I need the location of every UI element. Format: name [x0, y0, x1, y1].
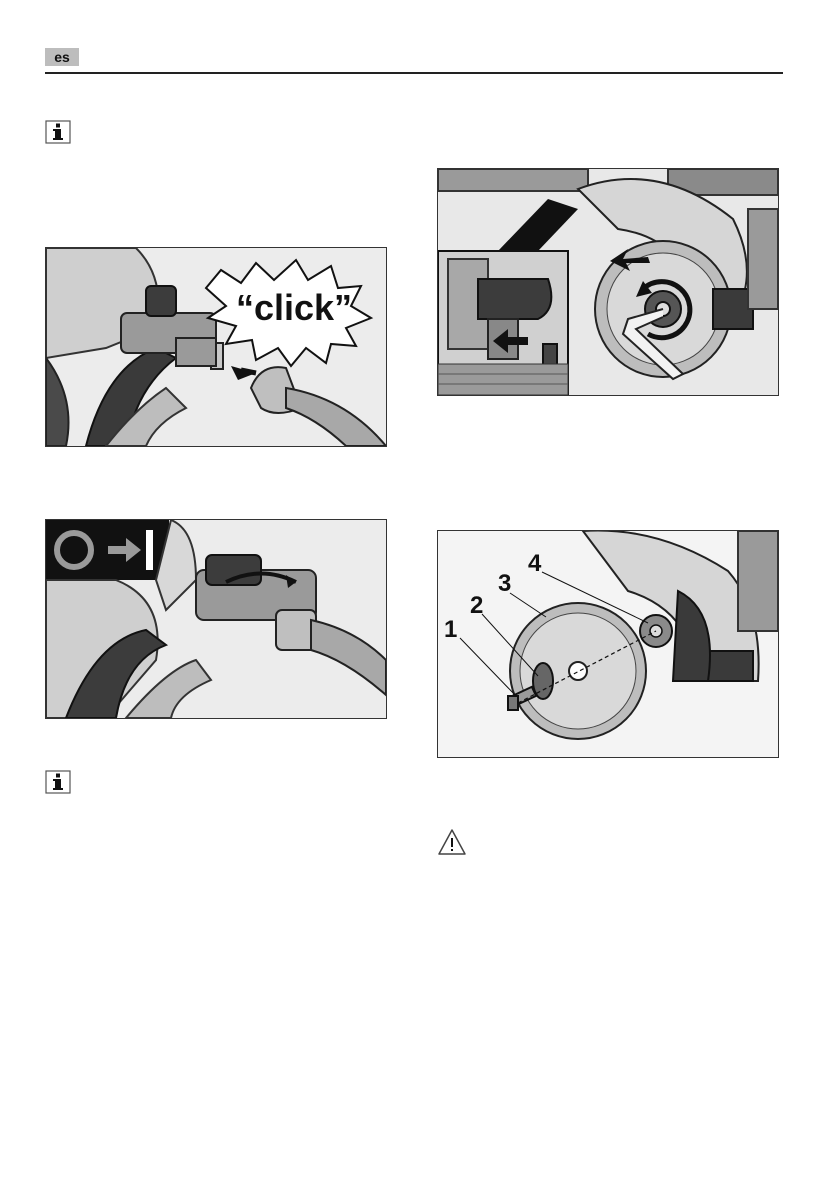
info-icon	[45, 120, 71, 144]
info-icon	[45, 770, 71, 794]
figure-valve-on	[45, 519, 387, 719]
header-rule	[45, 72, 783, 74]
switch-on-icon	[146, 530, 153, 570]
figure-blade-parts	[437, 530, 779, 758]
callout-1: 1	[444, 616, 458, 643]
callout-3: 3	[498, 570, 512, 597]
language-tag: es	[45, 48, 79, 66]
figure-spindle-lock	[437, 168, 779, 396]
callout-2: 2	[470, 592, 484, 619]
warning-icon	[437, 828, 467, 856]
figure-hose-connect	[45, 247, 387, 447]
click-label: “click”	[235, 287, 353, 328]
callout-4: 4	[528, 550, 542, 577]
